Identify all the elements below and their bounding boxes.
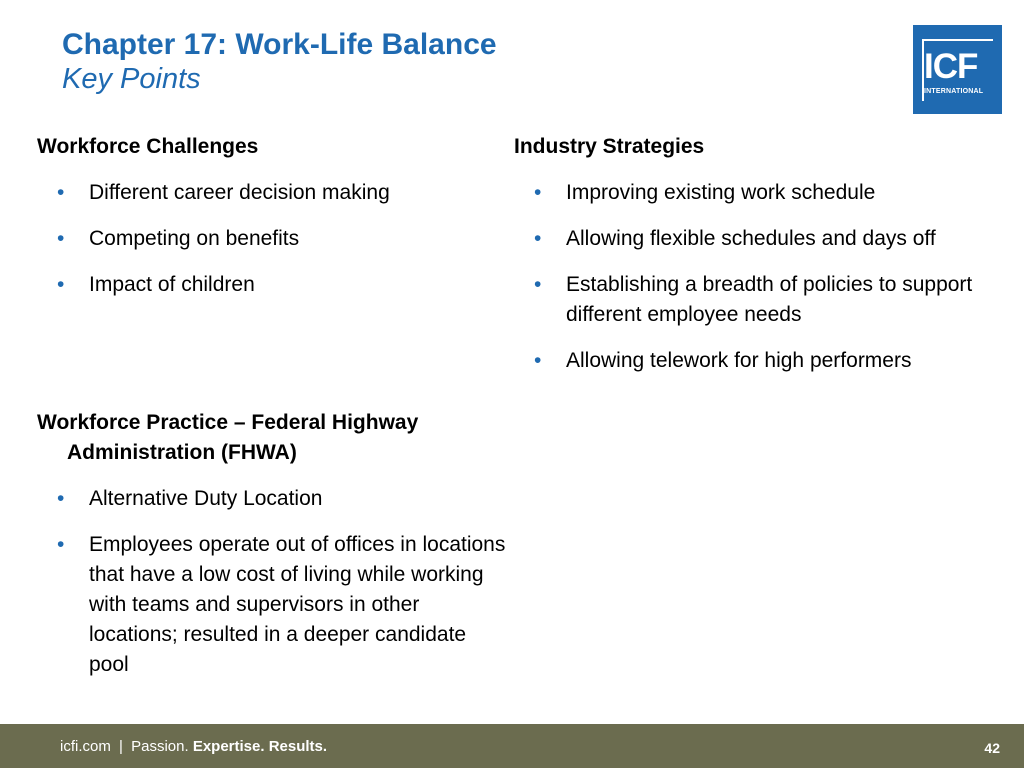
list-item: • Employees operate out of offices in locations that have a low cost of living while working with teams and supervisors in other locations; resulted in a deeper candidate pool xyxy=(37,530,507,680)
slide-subtitle: Key Points xyxy=(62,63,201,95)
slide-header xyxy=(62,28,882,96)
slide-title: Chapter 17: Work-Life Balance xyxy=(62,28,497,61)
list-item: • Allowing telework for high performers xyxy=(514,346,1004,376)
industry-strategies-list xyxy=(514,178,1004,376)
list-item: • Competing on benefits xyxy=(37,224,507,254)
logo-subtext: INTERNATIONAL xyxy=(924,88,984,95)
footer-tag-results: Results. xyxy=(268,738,328,755)
footer-tagline xyxy=(60,738,327,755)
footer-site-link[interactable]: icfi.com xyxy=(60,738,111,755)
industry-strategies-section xyxy=(514,132,1004,392)
list-item: • Establishing a breadth of policies to support different employee needs xyxy=(514,270,1004,330)
workforce-challenges-section xyxy=(37,132,507,316)
workforce-challenges-heading: Workforce Challenges xyxy=(37,135,259,158)
icf-logo xyxy=(913,25,1002,114)
footer-tag-expertise: Expertise. xyxy=(192,738,265,755)
workforce-challenges-list xyxy=(37,178,507,300)
workforce-practice-heading: Workforce Practice – Federal Highway Administration (FHWA) xyxy=(37,411,419,464)
workforce-practice-list xyxy=(37,484,507,680)
industry-strategies-heading: Industry Strategies xyxy=(514,135,705,158)
list-item: • Allowing flexible schedules and days off xyxy=(514,224,1004,254)
footer-separator: | xyxy=(119,738,123,755)
list-item: • Improving existing work schedule xyxy=(514,178,1004,208)
page-number: 42 xyxy=(984,740,1000,756)
footer-bar xyxy=(0,724,1024,768)
logo-text: ICF xyxy=(924,47,978,86)
list-item: • Alternative Duty Location xyxy=(37,484,507,514)
list-item: • Different career decision making xyxy=(37,178,507,208)
workforce-practice-section xyxy=(37,408,507,696)
list-item: • Impact of children xyxy=(37,270,507,300)
footer-tag-passion: Passion. xyxy=(131,738,189,755)
